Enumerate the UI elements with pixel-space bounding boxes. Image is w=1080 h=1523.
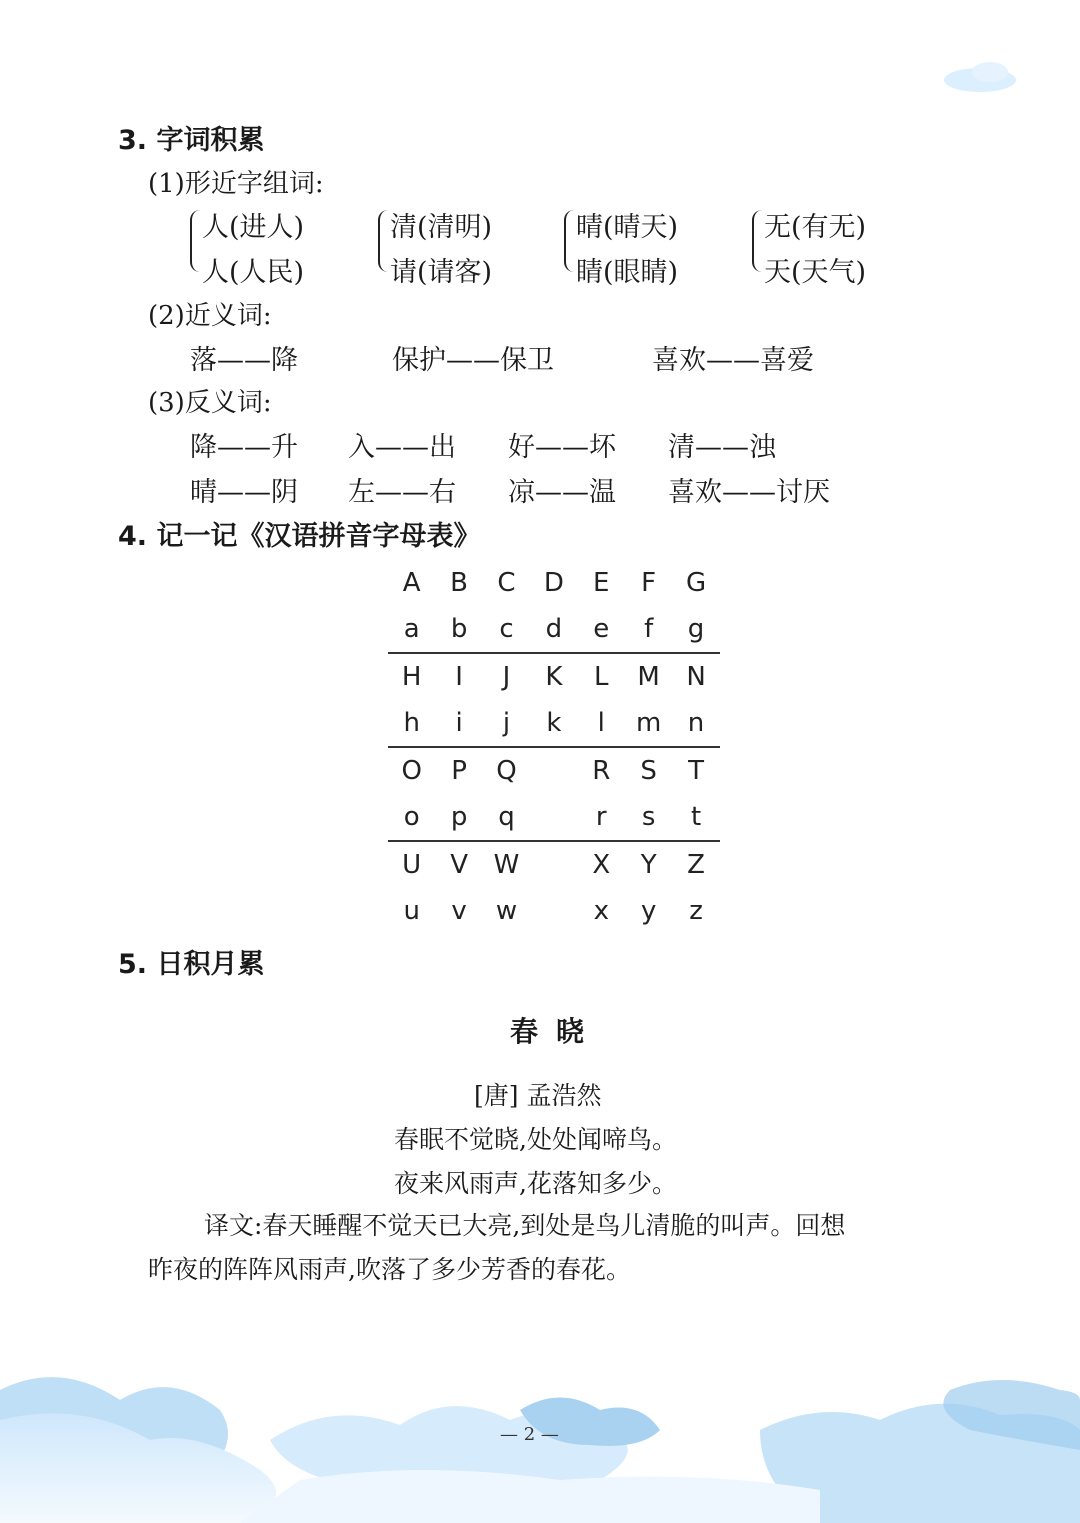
antonym-2-3: 凉——温	[508, 477, 616, 508]
section-3-sub-2: (2)近义词:	[148, 301, 272, 331]
synonym-3: 喜欢——喜爱	[652, 345, 814, 376]
synonym-1: 落——降	[190, 345, 298, 376]
letter: m	[635, 708, 662, 738]
page-number: — 2 —	[500, 1424, 559, 1445]
section-3-sub-1: (1)形近字组词:	[148, 169, 324, 199]
pair-1-bottom: 人(人民)	[202, 257, 305, 288]
translation-line-1: 译文:春天睡醒不觉天已大亮,到处是鸟儿清脆的叫声。回想	[204, 1211, 846, 1240]
pair-3-top: 晴(晴天)	[576, 212, 679, 243]
pair-2-top: 清(清明)	[390, 212, 493, 243]
alphabet-upper-row-1	[388, 560, 720, 606]
letter: k	[546, 708, 562, 738]
brace-4	[752, 210, 764, 272]
pair-2-bottom: 请(请客)	[390, 257, 493, 288]
letter: x	[593, 896, 609, 926]
section-3-sub-3: (3)反义词:	[148, 388, 272, 418]
letter: n	[687, 708, 705, 738]
letter: O	[401, 756, 422, 786]
letter: X	[592, 850, 611, 880]
antonym-2-1: 晴——阴	[190, 477, 298, 508]
letter: G	[685, 568, 707, 598]
alphabet-lower-row-2	[388, 700, 720, 748]
letter: L	[594, 662, 609, 692]
letter: j	[502, 708, 511, 738]
letter: P	[451, 756, 467, 786]
letter: b	[450, 614, 468, 644]
section-4-title: 4. 记一记《汉语拼音字母表》	[118, 521, 481, 552]
alphabet-upper-row-4	[388, 842, 720, 888]
letter: S	[640, 756, 657, 786]
letter: F	[641, 568, 657, 598]
letter: y	[640, 896, 657, 926]
letter: D	[543, 568, 564, 598]
brace-3	[564, 210, 576, 272]
letter: B	[450, 568, 468, 598]
letter: K	[545, 662, 563, 692]
alphabet-upper-row-2	[388, 654, 720, 700]
poem-line-1: 春眠不觉晓,处处闻啼鸟。	[394, 1125, 677, 1154]
letter: o	[403, 802, 420, 832]
letter: p	[450, 802, 468, 832]
letter: Z	[687, 850, 705, 880]
letter: M	[637, 662, 660, 692]
letter: H	[401, 662, 422, 692]
poem-author: [唐] 孟浩然	[474, 1081, 602, 1110]
letter: u	[403, 896, 420, 926]
letter: d	[545, 614, 563, 644]
letter: r	[595, 802, 607, 832]
antonym-1-4: 清——浊	[668, 432, 776, 463]
letter: h	[403, 708, 420, 738]
letter: V	[450, 850, 468, 880]
letter: E	[593, 568, 610, 598]
letter: s	[641, 802, 656, 832]
letter: v	[451, 896, 467, 926]
letter: W	[493, 850, 520, 880]
translation-line-2: 昨夜的阵阵风雨声,吹落了多少芳香的春花。	[148, 1255, 631, 1284]
letter: q	[498, 802, 515, 832]
letter: N	[686, 662, 706, 692]
letter: g	[687, 614, 705, 644]
letter: A	[402, 568, 421, 598]
letter: i	[455, 708, 463, 738]
alphabet-lower-row-4	[388, 888, 720, 934]
letter: U	[402, 850, 422, 880]
antonym-2-2: 左——右	[348, 477, 456, 508]
letter: t	[690, 802, 702, 832]
letter: f	[644, 614, 654, 644]
pair-4-top: 无(有无)	[764, 212, 867, 243]
letter: c	[499, 614, 514, 644]
letter: e	[593, 614, 610, 644]
antonym-1-3: 好——坏	[508, 432, 616, 463]
letter: I	[455, 662, 463, 692]
antonym-1-2: 入——出	[348, 432, 456, 463]
letter: Y	[640, 850, 657, 880]
pair-1-top: 人(进人)	[202, 212, 305, 243]
letter: w	[495, 896, 518, 926]
antonym-1-1: 降——升	[190, 432, 298, 463]
section-3-title: 3. 字词积累	[118, 125, 265, 156]
alphabet-lower-row-1	[388, 606, 720, 654]
pair-3-bottom: 睛(眼睛)	[576, 257, 679, 288]
synonym-2: 保护——保卫	[392, 345, 554, 376]
letter: Q	[496, 756, 517, 786]
section-5-title: 5. 日积月累	[118, 949, 265, 980]
antonym-2-4: 喜欢——讨厌	[668, 477, 830, 508]
pinyin-alphabet-table	[388, 560, 720, 934]
letter: z	[689, 896, 703, 926]
alphabet-lower-row-3	[388, 794, 720, 842]
poem-line-2: 夜来风雨声,花落知多少。	[394, 1169, 677, 1198]
letter: T	[688, 756, 704, 786]
poem-title: 春晓	[510, 1015, 603, 1048]
pair-4-bottom: 天(天气)	[764, 257, 867, 288]
letter: J	[502, 662, 511, 692]
cloud-decoration-top	[940, 52, 1020, 97]
brace-1	[190, 210, 202, 272]
letter: a	[403, 614, 420, 644]
alphabet-upper-row-3	[388, 748, 720, 794]
brace-2	[378, 210, 390, 272]
letter: C	[497, 568, 516, 598]
letter: R	[592, 756, 611, 786]
letter: l	[597, 708, 605, 738]
